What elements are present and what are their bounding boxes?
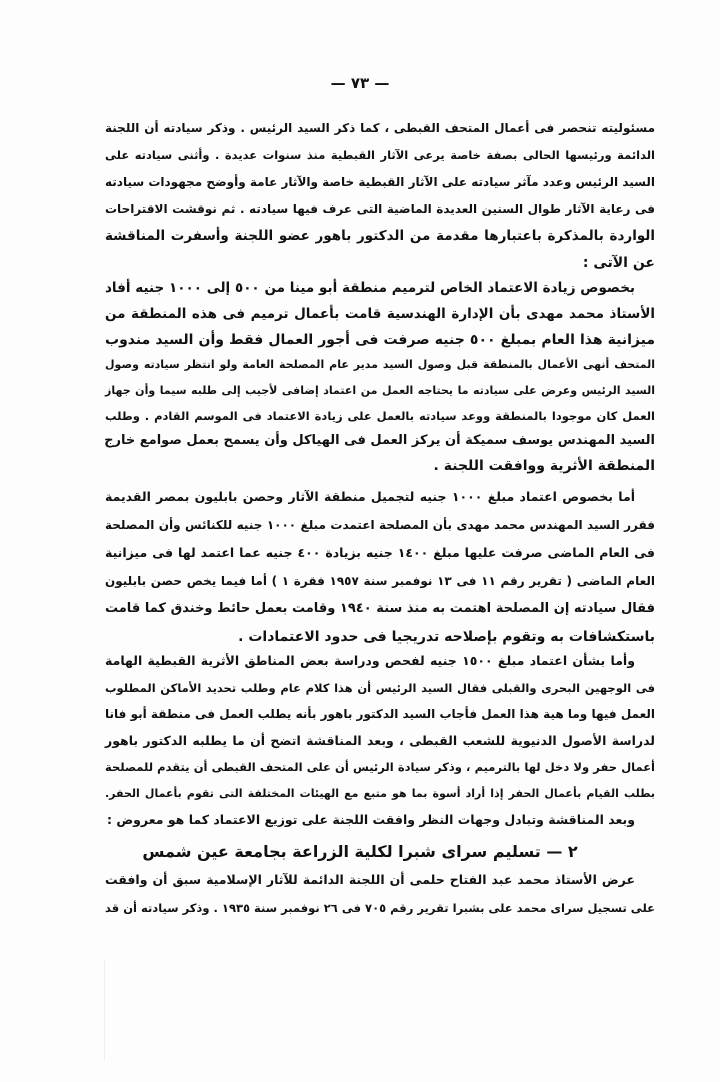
text-line: الواردة بالمذكرة باعتبارها مقدمة من الدكتور باهور عضو اللجنة وأسفرت المناقشة — [105, 228, 655, 244]
text-line: المتحف أنهى الأعمال بالمنطقة قبل وصول السيد مدير عام المصلحة العامة ولو انتظر سيادته وصول — [105, 358, 655, 371]
text-line: فى العام الماضى صرفت عليها مبلغ ١٤٠٠ جنيه بزيادة ٤٠٠ جنيه عما اعتمد لها فى ميزانية — [105, 545, 655, 560]
scan-edge-mark — [104, 960, 105, 1060]
text-line: وبعد المناقشة وتبادل وجهات النظر وافقت اللجنة على توزيع الاعتماد كما هو معروض : — [106, 812, 635, 827]
text-line: لدراسة الأصول الدنيوية للشعب القبطى ، وبعد المناقشة اتضح أن ما يطلبه الدكتور باهور — [105, 733, 655, 748]
text-line: السيد الرئيس وعدد مآثر سيادته على الآثار القبطية خاصة والآثار عامة وأوضح مجهودات سيادته — [105, 175, 655, 189]
text-line: عرض الأستاذ محمد عبد الفتاح حلمى أن اللجنة الدائمة للآثار الإسلامية سبق أن وافقت — [105, 872, 635, 887]
text-line: السيد المهندس يوسف سميكة أن يركز العمل فى الهياكل وأن يسمح بعمل صوامع خارج — [104, 433, 655, 448]
text-line: العمل فيها وما هية هذا العمل فأجاب السيد الدكتور باهور بأنه يطلب العمل فى منطقة أبو فانا — [105, 707, 655, 721]
text-line: وأما بشأن اعتماد مبلغ ١٥٠٠ جنيه لفحص ودراسة بعض المناطق الأثرية القبطية الهامة — [105, 653, 635, 668]
text-line: العمل كان موجودا بالمنطقة ووعد سيادته بالعمل على زيادة الاعتماد فى الموسم القادم . وطلب — [105, 409, 655, 423]
text-line: المنطقة الأثرية ووافقت اللجنة . — [433, 458, 655, 474]
text-line: بطلب القيام بأعمال الحفر إذا أراد أسوة بما هو متبع مع الهيئات المختلفة التى تقوم بأعمال الحفر. — [105, 787, 655, 800]
text-line: فقال سيادته إن المصلحة اهتمت به منذ سنة ١٩٤٠ وقامت بعمل حائط وخندق كما قامت — [105, 601, 655, 616]
text-line: الأستاذ محمد مهدى بأن الإدارة الهندسية قامت بأعمال ترميم فى هذه المنطقة من — [105, 306, 655, 322]
text-line: أما بخصوص اعتماد مبلغ ١٠٠٠ جنيه لتجميل منطقة الآثار وحصن بابليون بمصر القديمة — [105, 489, 635, 504]
text-line: فى الوجهين البحرى والقبلى فقال السيد الرئيس أن هذا كلام عام وطلب تحديد الأماكن المطلوب — [105, 681, 655, 695]
text-line: فقرر السيد المهندس محمد مهدى بأن المصلحة اعتمدت مبلغ ١٠٠٠ جنيه للكنائس وأن المصلحة — [105, 518, 655, 532]
text-line: فى رعاية الآثار طوال السنين العديدة الماضية التى عرف فيها سيادته . ثم نوقشت الاقتراحات — [105, 202, 655, 216]
text-line: الدائمة ورئيسها الحالى بصفة خاصة يرعى الآثار القبطية منذ سنوات عديدة . وأثنى سيادته على — [105, 148, 655, 162]
text-line: السيد الرئيس وعرض على سيادته ما يحتاجه العمل من اعتماد إضافى لأجيب إلى طلبه سيما وأن جهاز — [105, 384, 655, 397]
text-line: مسئوليته تنحصر فى أعمال المتحف القبطى ، كما ذكر السيد الرئيس . وذكر سيادته أن اللجنة — [105, 121, 655, 135]
text-line: العام الماضى ( تقرير رقم ١١ فى ١٣ نوفمبر سنة ١٩٥٧ فقرة ١ ) أما فيما يخص حصن بابليون — [105, 574, 655, 588]
text-line: باستكشافات به وتقوم بإصلاحه تدريجيا فى حدود الاعتمادات . — [238, 629, 655, 645]
text-line: على تسجيل سراى محمد على بشبرا تقرير رقم ٧٠٥ فى ٢٦ نوفمبر سنة ١٩٣٥ . وذكر سيادته أن قد — [105, 901, 655, 915]
text-line: بخصوص زيادة الاعتماد الخاص لترميم منطقة أبو مينا من ٥٠٠ إلى ١٠٠٠ جنيه أفاد — [105, 280, 636, 296]
text-line: ميزانية هذا العام بمبلغ ٥٠٠ جنيه صرفت فى أجور العمال فقط وأن السيد مندوب — [105, 332, 655, 348]
section-heading: ٢ — تسليم سراى شبرا لكلية الزراعة بجامعة عين شمس — [142, 842, 578, 861]
page-number: — ٧٣ — — [330, 74, 390, 92]
text-line: عن الآتى : — [582, 255, 655, 271]
text-line: أعمال حفر ولا دخل لها بالترميم ، وذكر سيادة الرئيس أن على المتحف القبطى أن يتقدم للمصلحة — [105, 760, 655, 774]
